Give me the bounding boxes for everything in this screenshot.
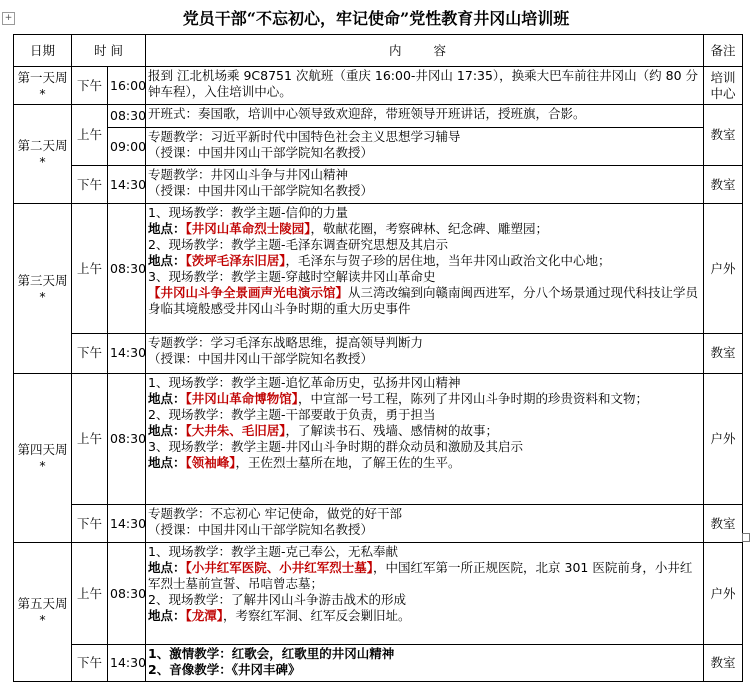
- period-cell: 上午: [72, 373, 108, 504]
- location-name: 【茨坪毛泽东旧居】: [185, 253, 286, 269]
- table-row: [14, 128, 743, 166]
- content-cell: [146, 543, 704, 644]
- table-row: [14, 644, 743, 681]
- table-move-handle[interactable]: +: [2, 12, 15, 25]
- content-cell: 报到 江北机场乘 9C8751 次航班（重庆 16:00-井冈山 17:35），换乘大巴车前往井冈山（约 80 分钟车程），入住培训中心。: [146, 67, 704, 105]
- location-line: [148, 608, 701, 624]
- location-name: 【龙潭】: [185, 608, 224, 624]
- content-line: （授课：中国井冈山干部学院知名教授）: [148, 183, 374, 199]
- header-row: [14, 35, 743, 67]
- location-label: 地点：: [148, 253, 186, 269]
- note-cell: 户外: [704, 543, 743, 644]
- period-cell: 下午: [72, 333, 108, 373]
- schedule-table: [13, 34, 743, 682]
- location-label: 地点：: [148, 221, 186, 237]
- table-row: [14, 333, 743, 373]
- content-line: 1、现场教学：教学主题-追忆革命历史，弘扬井冈山精神: [148, 374, 461, 390]
- content-line: 2、音像教学：《井冈丰碑》: [148, 661, 301, 677]
- location-label: 地点：: [148, 422, 186, 438]
- day-label: 第五天周*: [14, 543, 72, 682]
- note-cell: 教室: [704, 166, 743, 204]
- content-line: 专题教学：不忘初心 牢记使命，做党的好干部: [148, 506, 402, 522]
- content-cell: 开班式：奏国歌，培训中心领导致欢迎辞，带班领导开班讲话，授班旗，合影。: [146, 105, 704, 128]
- location-desc: ，敬献花圈，考察碑林、纪念碑、雕塑园；: [310, 221, 549, 237]
- time-cell: 08:30: [108, 204, 146, 333]
- note-cell: 教室: [704, 644, 743, 681]
- location-line: [148, 560, 701, 592]
- location-label: 地点：: [148, 454, 186, 470]
- note-cell: 教室: [704, 333, 743, 373]
- content-line: （授课：中国井冈山干部学院知名教授）: [148, 522, 374, 538]
- header-content: 内 容: [146, 35, 704, 67]
- content-line: （授课：中国井冈山干部学院知名教授）: [148, 350, 374, 366]
- table-row: [14, 373, 743, 504]
- note-cell: 户外: [704, 204, 743, 333]
- row-resize-handle[interactable]: [742, 533, 750, 542]
- period-cell: 下午: [72, 644, 108, 681]
- day-label: 第二天周*: [14, 105, 72, 204]
- location-line: [148, 391, 701, 407]
- location-label: 地点：: [148, 608, 186, 624]
- note-cell: 教室: [704, 505, 743, 543]
- note-cell: 户外: [704, 373, 743, 504]
- location-name: 【井冈山斗争全景画声光电演示馆】: [148, 285, 349, 301]
- location-desc: ，考察红军洞、红军反会剿旧址。: [223, 608, 411, 624]
- table-row: [14, 204, 743, 333]
- location-desc: ，了解读书石、残墙、感情树的故事；: [285, 422, 499, 438]
- period-cell: 上午: [72, 204, 108, 333]
- day-label: 第三天周*: [14, 204, 72, 373]
- table-row: [14, 105, 743, 128]
- location-desc: 从三湾改编到向赣南闽西进军，分八个场景通过现代科技让学员身临其境般感受井冈山斗争时期的重大历史事件: [148, 285, 699, 317]
- content-cell: [146, 505, 704, 543]
- note-cell: 教室: [704, 105, 743, 166]
- table-row: [14, 166, 743, 204]
- period-cell: 下午: [72, 505, 108, 543]
- content-line: 2、现场教学：教学主题-干部要敢于负责，勇于担当: [148, 406, 436, 422]
- content-cell: [146, 204, 704, 333]
- time-cell: 14:30: [108, 166, 146, 204]
- period-cell: 下午: [72, 67, 108, 105]
- time-cell: 14:30: [108, 505, 146, 543]
- period-cell: 上午: [72, 105, 108, 166]
- period-cell: 上午: [72, 543, 108, 644]
- content-line: 1、现场教学：教学主题-克己奉公，无私奉献: [148, 544, 398, 560]
- time-cell: 14:30: [108, 333, 146, 373]
- location-line: [148, 285, 701, 317]
- content-line: 2、现场教学：了解井冈山斗争游击战术的形成: [148, 592, 406, 608]
- content-cell: [146, 644, 704, 681]
- location-label: 地点：: [148, 390, 186, 406]
- header-date: 日期: [14, 35, 72, 67]
- content-line: 1、激情教学：红歌会，红歌里的井冈山精神: [148, 645, 395, 661]
- content-line: 专题教学：井冈山斗争与井冈山精神: [148, 167, 349, 183]
- time-cell: 08:30: [108, 373, 146, 504]
- content-cell: [146, 373, 704, 504]
- location-desc: ，中宣部一号工程，陈列了井冈山斗争时期的珍贵资料和文物；: [298, 390, 649, 406]
- location-line: [148, 423, 701, 439]
- time-cell: 08:30: [108, 543, 146, 644]
- location-name: 【领袖峰】: [185, 454, 236, 470]
- table-row: [14, 505, 743, 543]
- note-cell: 培训中心: [704, 67, 743, 105]
- time-cell: 08:30: [108, 105, 146, 128]
- content-line: 3、现场教学：教学主题-穿越时空解读井冈山革命史: [148, 269, 436, 285]
- content-line: 专题教学：习近平新时代中国特色社会主义思想学习辅导: [148, 129, 461, 144]
- day-label: 第四天周*: [14, 373, 72, 542]
- location-line: [148, 455, 701, 471]
- location-name: 【大井朱、毛旧居】: [185, 422, 286, 438]
- period-cell: 下午: [72, 166, 108, 204]
- location-name: 【井冈山革命烈士陵园】: [185, 221, 311, 237]
- location-desc: ，中国红军第一所正规医院，北京 301 医院前身，小井红军烈士墓前宣誓、吊唁曾志墓；: [148, 560, 693, 592]
- content-cell: [146, 333, 704, 373]
- location-label: 地点：: [148, 560, 186, 576]
- location-line: [148, 221, 701, 237]
- table-row: [14, 67, 743, 105]
- location-name: 【井冈山革命博物馆】: [185, 390, 299, 406]
- header-note: 备注: [704, 35, 743, 67]
- header-time: 时 间: [72, 35, 146, 67]
- location-name: 【小井红军医院、小井红军烈士墓】: [185, 560, 374, 576]
- time-cell: 16:00: [108, 67, 146, 105]
- time-cell: 09:00: [108, 128, 146, 166]
- time-cell: 14:30: [108, 644, 146, 681]
- content-line: （授课：中国井冈山干部学院知名教授）: [148, 145, 374, 160]
- day-label: 第一天周*: [14, 67, 72, 105]
- content-cell: [146, 128, 704, 166]
- content-cell: [146, 166, 704, 204]
- content-line: 2、现场教学：教学主题-毛泽东调查研究思想及其启示: [148, 237, 448, 253]
- content-line: 1、现场教学：教学主题-信仰的力量: [148, 205, 348, 221]
- location-desc: ，毛泽东与贺子珍的居住地，当年井冈山政治文化中心地；: [285, 253, 611, 269]
- location-line: [148, 253, 701, 269]
- document-title: 党员干部“不忘初心，牢记使命”党性教育井冈山培训班: [182, 9, 570, 28]
- content-line: 专题教学：学习毛泽东战略思维，提高领导判断力: [148, 334, 424, 350]
- table-row: [14, 543, 743, 644]
- location-desc: ，王佐烈士墓所在地，了解王佐的生平。: [235, 454, 461, 470]
- content-line: 3、现场教学：教学主题-井冈山斗争时期的群众动员和激励及其启示: [148, 438, 523, 454]
